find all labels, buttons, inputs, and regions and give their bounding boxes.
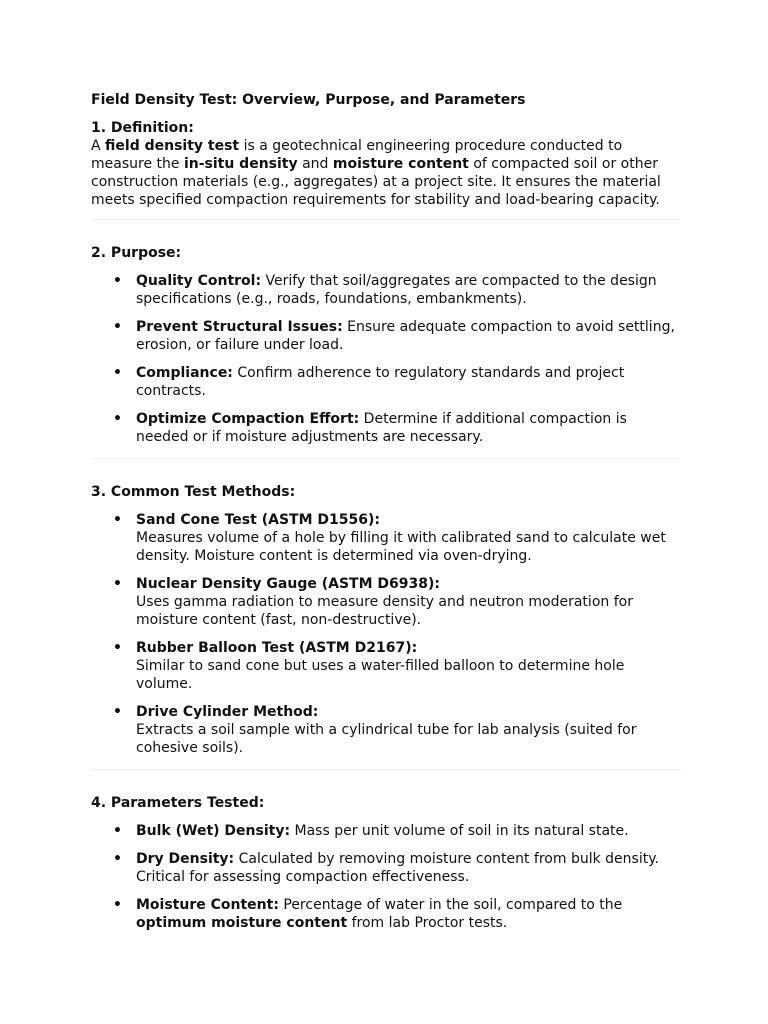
parameters-heading: 4. Parameters Tested:	[91, 795, 265, 811]
purpose-text: Determine if additional compaction is needed or if moisture adjustments are necessary.	[136, 411, 627, 445]
definition-text: is a geotechnical engineering procedure conducted to measure the	[91, 138, 623, 172]
list-item	[91, 703, 681, 757]
purpose-term: Compliance:	[136, 365, 233, 381]
parameter-term: Moisture Content:	[136, 897, 279, 913]
method-term: • Drive Cylinder Method:	[136, 704, 319, 720]
parameter-text: Percentage of water in the soil, compared to the	[278, 897, 623, 913]
method-term: • Sand Cone Test (ASTM D1556):	[136, 512, 380, 528]
parameter-text: Mass per unit volume of soil in its natural state.	[290, 823, 629, 839]
purpose-list	[91, 272, 681, 446]
purpose-term: Optimize Compaction Effort:	[136, 411, 360, 427]
method-text: Extracts a soil sample with a cylindrical tube for lab analysis (suited for cohesive soils).	[136, 722, 637, 756]
definition-text: and	[297, 156, 333, 172]
parameter-text: from lab Proctor tests.	[347, 915, 508, 931]
method-text: Measures volume of a hole by filling it with calibrated sand to calculate wet density. Moisture content is determined via oven-drying.	[136, 530, 666, 564]
list-item	[91, 639, 681, 693]
methods-heading: 3. Common Test Methods:	[91, 484, 296, 500]
method-term: • Nuclear Density Gauge (ASTM D6938):	[136, 576, 440, 592]
definition-paragraph	[91, 137, 681, 209]
parameter-term-optimum-moisture: optimum moisture content	[136, 915, 348, 931]
purpose-text: Verify that soil/aggregates are compacted to the design specifications (e.g., roads, foundations, embankments).	[136, 273, 657, 307]
list-item	[91, 272, 681, 308]
definition-term-field-density-test: field density test	[105, 138, 240, 154]
list-item	[91, 318, 681, 354]
list-item	[91, 850, 681, 886]
purpose-term: Quality Control:	[136, 273, 262, 289]
definition-heading: 1. Definition:	[91, 120, 194, 136]
list-item	[91, 364, 681, 400]
definition-term-moisture-content: moisture content	[332, 156, 469, 172]
methods-list	[91, 511, 681, 757]
purpose-term: Prevent Structural Issues:	[136, 319, 343, 335]
definition-term-in-situ-density: in-situ density	[183, 156, 298, 172]
section-parameters	[91, 794, 681, 932]
page-title: Field Density Test: Overview, Purpose, and Parameters	[91, 92, 526, 108]
list-item	[91, 575, 681, 629]
list-item	[91, 511, 681, 565]
list-item	[91, 896, 681, 932]
method-text: Uses gamma radiation to measure density and neutron moderation for moisture content (fast, non-destructive).	[136, 594, 633, 628]
document-body	[91, 91, 681, 932]
section-definition	[91, 119, 681, 209]
purpose-heading: 2. Purpose:	[91, 245, 182, 261]
purpose-text: Ensure adequate compaction to avoid settling, erosion, or failure under load.	[136, 319, 675, 353]
definition-text: of compacted soil or other construction materials (e.g., aggregates) at a project site. It ensures the material meets specified compaction requirements for stability and load-bearing capacity.	[91, 156, 661, 208]
list-item	[91, 410, 681, 446]
parameters-list	[91, 822, 681, 932]
section-methods	[91, 483, 681, 757]
method-term: • Rubber Balloon Test (ASTM D2167):	[136, 640, 418, 656]
method-text: Similar to sand cone but uses a water-filled balloon to determine hole volume.	[136, 658, 625, 692]
purpose-text: Confirm adherence to regulatory standards and project contracts.	[136, 365, 625, 399]
list-item	[91, 822, 681, 840]
section-purpose	[91, 244, 681, 446]
parameter-term: Bulk (Wet) Density:	[136, 823, 291, 839]
parameter-term: Dry Density:	[136, 851, 235, 867]
definition-text: A	[91, 138, 106, 154]
parameter-text: Calculated by removing moisture content from bulk density. Critical for assessing compaction effectiveness.	[136, 851, 659, 885]
